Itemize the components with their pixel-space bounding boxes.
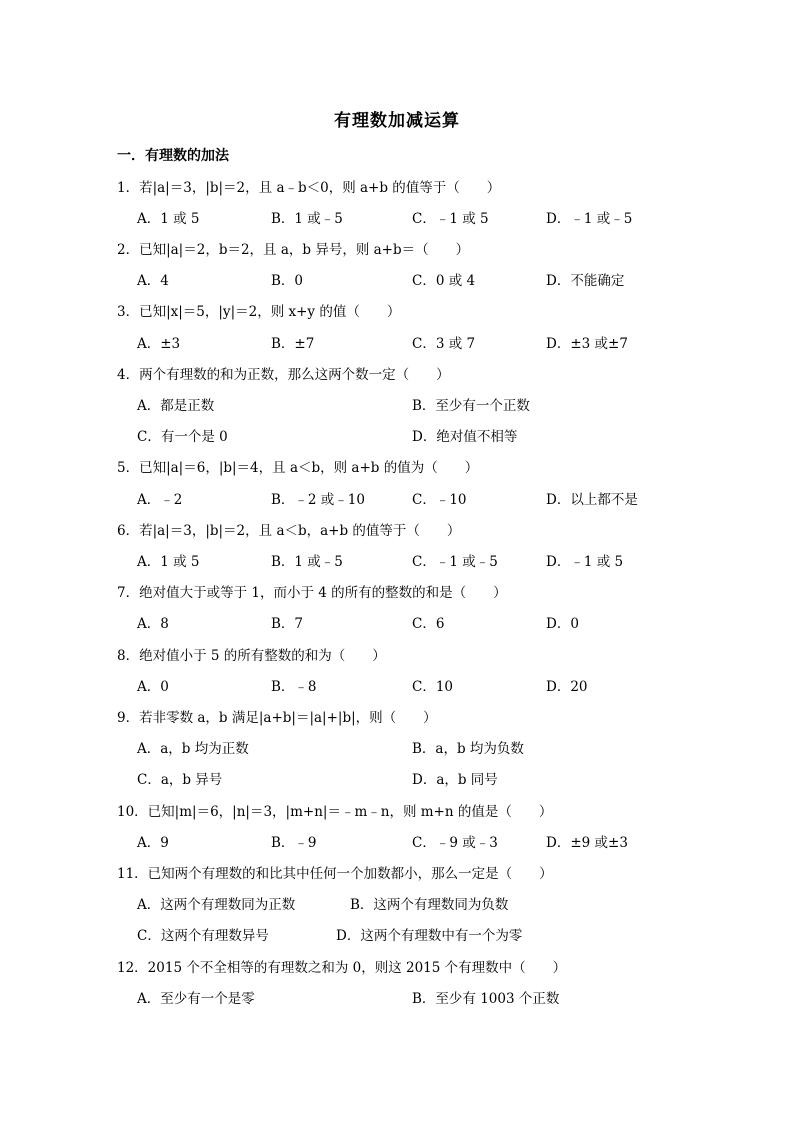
question-8-option-a: A．0 — [137, 679, 169, 695]
question-7-option-b: B．7 — [271, 616, 304, 632]
section-heading: 一．有理数的加法 — [117, 148, 229, 164]
question-9-stem: 9．若非零数 a，b 满足|a+b|＝|a|+|b|，则（ ） — [117, 710, 437, 726]
question-10-option-d: D．±9 或±3 — [546, 835, 628, 851]
question-2-stem: 2．已知|a|＝2，b＝2，且 a，b 异号，则 a+b＝（ ） — [117, 242, 470, 258]
question-4-option-c: C．有一个是 0 — [137, 429, 228, 445]
question-5-stem: 5．已知|a|＝6，|b|＝4，且 a＜b，则 a+b 的值为（ ） — [117, 460, 479, 476]
question-11-option-d: D．这两个有理数中有一个为零 — [336, 928, 523, 944]
question-11-option-a: A．这两个有理数同为正数 — [137, 897, 296, 913]
question-9-option-d: D．a，b 同号 — [412, 772, 498, 788]
question-5-option-a: A．﹣2 — [137, 492, 183, 508]
question-5-option-b: B．﹣2 或﹣10 — [271, 492, 365, 508]
question-6-option-d: D．﹣1 或 5 — [546, 554, 624, 570]
question-3-option-a: A．±3 — [137, 336, 181, 352]
question-2-option-a: A．4 — [137, 273, 169, 289]
question-8-option-b: B．﹣8 — [271, 679, 317, 695]
question-11-option-c: C．这两个有理数异号 — [137, 928, 269, 944]
question-3-option-c: C．3 或 7 — [412, 336, 476, 352]
question-7-option-a: A．8 — [137, 616, 169, 632]
question-2-option-d: D．不能确定 — [546, 273, 625, 289]
question-8-stem: 8．绝对值小于 5 的所有整数的和为（ ） — [117, 648, 386, 664]
question-6-stem: 6．若|a|＝3，|b|＝2，且 a＜b，a+b 的值等于（ ） — [117, 523, 461, 539]
question-11-option-b: B．这两个有理数同为负数 — [350, 897, 509, 913]
question-12-stem: 12．2015 个不全相等的有理数之和为 0，则这 2015 个有理数中（ ） — [117, 960, 567, 976]
question-12-option-a: A．至少有一个是零 — [137, 991, 255, 1007]
question-3-option-b: B．±7 — [271, 336, 315, 352]
question-10-stem: 10．已知|m|＝6，|n|＝3，|m+n|＝﹣m﹣n，则 m+n 的值是（ ） — [117, 804, 553, 820]
question-9-option-c: C．a，b 异号 — [137, 772, 223, 788]
question-1-option-c: C．﹣1 或 5 — [412, 211, 489, 227]
question-11-stem: 11．已知两个有理数的和比其中任何一个加数都小，那么一定是（ ） — [117, 866, 553, 882]
question-12-option-b: B．至少有 1003 个正数 — [412, 991, 560, 1007]
question-1-option-a: A．1 或 5 — [137, 211, 200, 227]
question-2-option-c: C．0 或 4 — [412, 273, 476, 289]
question-1-option-d: D．﹣1 或﹣5 — [546, 211, 633, 227]
question-8-option-d: D．20 — [546, 679, 588, 695]
question-2-option-b: B．0 — [271, 273, 304, 289]
question-7-option-d: D．0 — [546, 616, 579, 632]
question-1-stem: 1．若|a|＝3，|b|＝2，且 a﹣b＜0，则 a+b 的值等于（ ） — [117, 180, 501, 196]
question-4-stem: 4．两个有理数的和为正数，那么这两个数一定（ ） — [117, 367, 450, 383]
question-4-option-d: D．绝对值不相等 — [412, 429, 518, 445]
question-9-option-b: B．a，b 均为负数 — [412, 741, 524, 757]
question-8-option-c: C．10 — [412, 679, 454, 695]
page-title: 有理数加减运算 — [334, 111, 460, 131]
question-9-option-a: A．a，b 均为正数 — [137, 741, 249, 757]
question-4-option-b: B．至少有一个正数 — [412, 398, 530, 414]
question-6-option-a: A．1 或 5 — [137, 554, 200, 570]
question-7-option-c: C．6 — [412, 616, 445, 632]
question-10-option-c: C．﹣9 或﹣3 — [412, 835, 498, 851]
question-6-option-b: B．1 或﹣5 — [271, 554, 343, 570]
question-10-option-a: A．9 — [137, 835, 169, 851]
question-5-option-c: C．﹣10 — [412, 492, 467, 508]
question-4-option-a: A．都是正数 — [137, 398, 215, 414]
question-3-option-d: D．±3 或±7 — [546, 336, 628, 352]
question-10-option-b: B．﹣9 — [271, 835, 317, 851]
question-5-option-d: D．以上都不是 — [546, 492, 638, 508]
question-3-stem: 3．已知|x|＝5，|y|＝2，则 x+y 的值（ ） — [117, 304, 401, 320]
question-7-stem: 7．绝对值大于或等于 1，而小于 4 的所有的整数的和是（ ） — [117, 585, 507, 601]
question-1-option-b: B．1 或﹣5 — [271, 211, 343, 227]
question-6-option-c: C．﹣1 或﹣5 — [412, 554, 498, 570]
